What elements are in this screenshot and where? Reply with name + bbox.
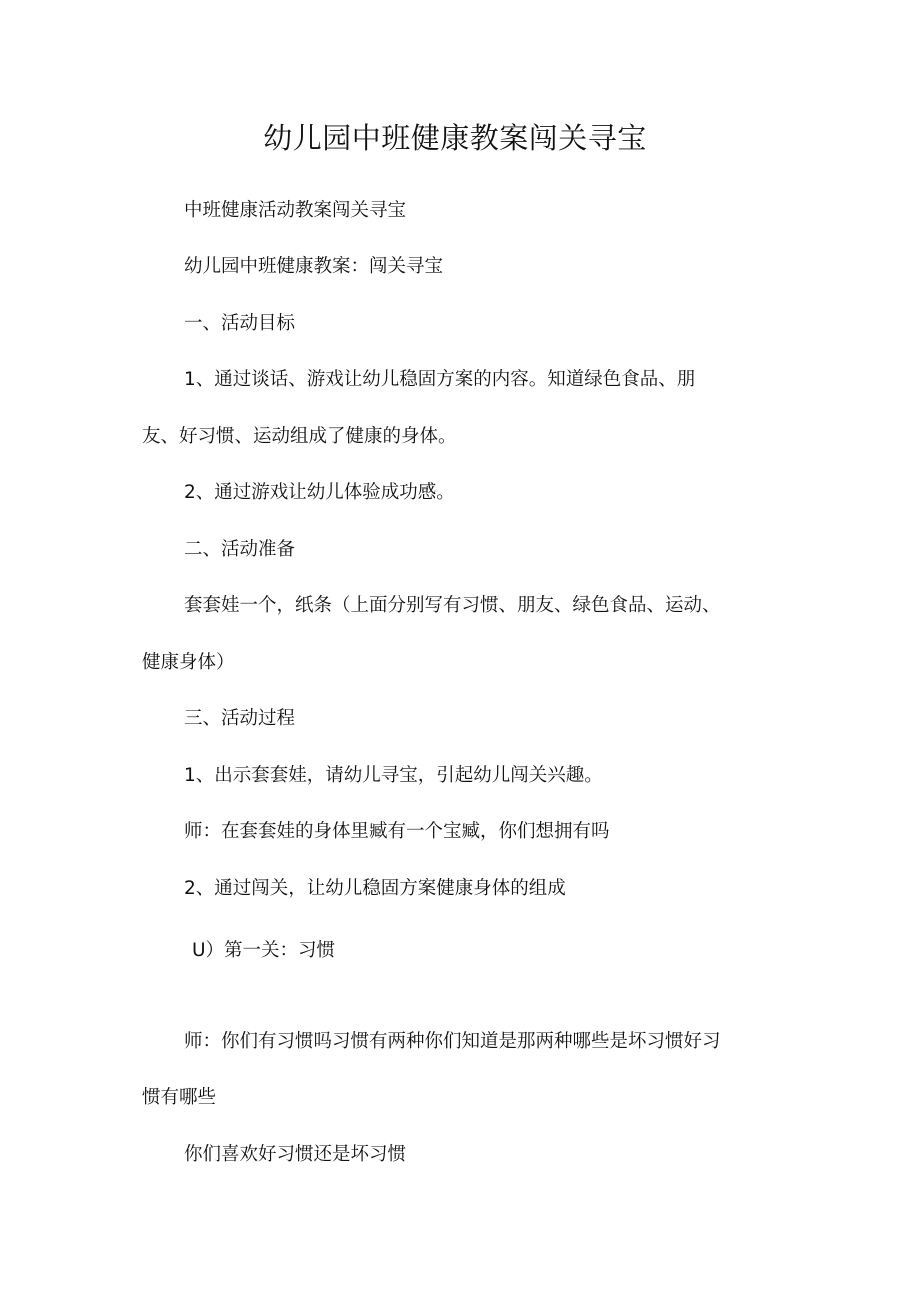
- teacher-line-2: 师：你们有习惯吗习惯有两种你们知道是那两种哪些是坏习惯好习: [184, 1031, 721, 1052]
- section-heading-goals: 一、活动目标: [184, 313, 296, 334]
- section-heading-process: 三、活动过程: [184, 708, 296, 729]
- teacher-line-2-continued: 惯有哪些: [142, 1087, 217, 1108]
- preparation-text-continued: 健康身体）: [142, 652, 235, 673]
- goal-item-1-continued: 友、好习惯、运动组成了健康的身体。: [142, 426, 457, 447]
- document-title: 幼儿园中班健康教案闯关寻宝: [263, 121, 647, 155]
- level-1-heading: U）第一关：习惯: [192, 940, 336, 961]
- goal-item-1: 1、通过谈话、游戏让幼儿稳固方案的内容。知道绿色食品、朋: [184, 369, 696, 390]
- subtitle-line: 中班健康活动教案闯关寻宝: [184, 200, 407, 221]
- question-line: 你们喜欢好习惯还是坏习惯: [184, 1144, 407, 1165]
- process-step-2: 2、通过闯关，让幼儿稳固方案健康身体的组成: [184, 878, 566, 899]
- teacher-line-1: 师：在套套娃的身体里臧有一个宝臧，你们想拥有吗: [184, 821, 610, 842]
- goal-item-2: 2、通过游戏让幼儿体验成功感。: [184, 482, 455, 503]
- section-heading-preparation: 二、活动准备: [184, 539, 296, 560]
- preparation-text: 套套娃一个，纸条（上面分别写有习惯、朋友、绿色食品、运动、: [184, 595, 721, 616]
- process-step-1: 1、出示套套娃，请幼儿寻宝，引起幼儿闯关兴趣。: [184, 765, 603, 786]
- lesson-heading: 幼儿园中班健康教案：闯关寻宝: [184, 256, 444, 277]
